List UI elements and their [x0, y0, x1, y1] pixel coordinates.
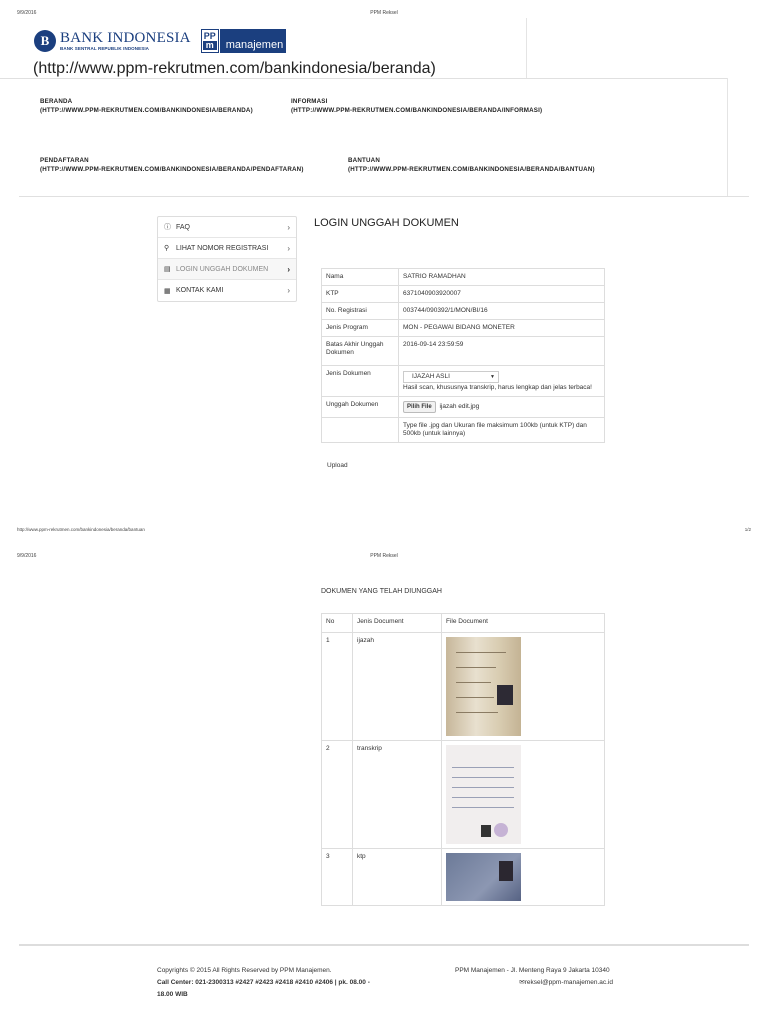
print-date: 9/9/2016: [17, 10, 37, 16]
footer-divider: [19, 944, 749, 946]
sidebar-item-label: LIHAT NOMOR REGISTRASI: [176, 244, 269, 252]
table-row: [322, 303, 605, 320]
footer-left: [157, 965, 387, 1001]
table-row: [322, 337, 605, 366]
field-label: Jenis Program: [322, 320, 399, 337]
contact-icon: ▦: [164, 287, 171, 295]
document-type: ijazah: [353, 633, 442, 741]
table-row: [322, 633, 605, 741]
row-number: 1: [322, 633, 353, 741]
print-footer-url: http://www.ppm-rekrutmen.com/bankindonesia/beranda/bantuan: [17, 527, 145, 532]
column-header: Jenis Document: [353, 614, 442, 633]
sidebar-item-label: FAQ: [176, 223, 191, 231]
sidebar: [157, 216, 297, 302]
table-row: [322, 741, 605, 849]
field-label: Jenis Dokumen: [322, 366, 399, 397]
uploaded-docs-table: [321, 613, 605, 906]
upload-icon: ▤: [164, 266, 171, 273]
jenis-dokumen-select[interactable]: IJAZAH ASLI ▼: [403, 371, 499, 383]
chevron-right-icon: ›: [287, 222, 290, 232]
field-value: 6371040903920007: [399, 286, 605, 303]
chevron-right-icon: ›: [287, 286, 290, 295]
sidebar-item-label: LOGIN UNGGAH DOKUMEN: [176, 265, 269, 273]
copyright: Copyrights © 2015 All Rights Reserved by PPM Manajemen.: [157, 967, 332, 974]
field-label: No. Registrasi: [322, 303, 399, 320]
home-link[interactable]: (http://www.ppm-rekrutmen.com/bankindonesia/beranda): [33, 60, 436, 77]
print-page-number: 1/2: [744, 527, 751, 532]
field-label: Unggah Dokumen: [322, 397, 399, 418]
bank-indonesia-seal-icon: B: [34, 30, 56, 52]
field-value: MON - PEGAWAI BIDANG MONETER: [399, 320, 605, 337]
table-row: [322, 397, 605, 418]
document-type: transkrip: [353, 741, 442, 849]
row-number: 2: [322, 741, 353, 849]
field-label: Nama: [322, 269, 399, 286]
file-name: ijazah edit.jpg: [439, 403, 480, 410]
bi-subtitle: BANK SENTRAL REPUBLIK INDONESIA: [60, 46, 150, 51]
uploaded-docs-title: DOKUMEN YANG TELAH DIUNGGAH: [321, 588, 442, 595]
field-value: 2016-09-14 23:59:59: [399, 337, 605, 366]
call-center: Call Center: 021-2300313 #2427 #2423 #2418 #2410 #2406 | pk. 08.00 - 18.00 WIB: [157, 979, 370, 998]
ktp-thumbnail[interactable]: [446, 853, 521, 901]
table-header-row: [322, 614, 605, 633]
field-value: SATRIO RAMADHAN: [399, 269, 605, 286]
column-header: File Document: [442, 614, 605, 633]
caret-down-icon: ▼: [490, 374, 495, 380]
print-title: PPM Reksel: [370, 10, 398, 16]
sidebar-item-label: KONTAK KAMI: [176, 287, 224, 294]
table-row: [322, 286, 605, 303]
nav-bantuan[interactable]: BANTUAN (HTTP://WWW.PPM-REKRUTMEN.COM/BANKINDONESIA/BERANDA/BANTUAN): [348, 157, 595, 173]
document-type: ktp: [353, 849, 442, 906]
table-row: [322, 849, 605, 906]
choose-file-button[interactable]: Pilih File: [403, 401, 436, 413]
ppm-mark-icon: PP m: [201, 29, 219, 53]
divider: [0, 78, 727, 79]
ppm-logo: [201, 29, 286, 53]
ppm-name: manajemen: [220, 29, 286, 53]
email-link[interactable]: ✉reksel@ppm-manajemen.ac.id: [519, 979, 613, 986]
column-header: No: [322, 614, 353, 633]
table-row: [322, 269, 605, 286]
divider: [727, 78, 728, 196]
ijazah-thumbnail[interactable]: [446, 637, 521, 736]
table-row: [322, 320, 605, 337]
print-date: 9/9/2016: [17, 553, 37, 559]
logo[interactable]: [34, 28, 286, 54]
field-label: Batas Akhir Unggah Dokumen: [322, 337, 399, 366]
divider: [526, 18, 527, 78]
table-row: [322, 418, 605, 443]
upload-button[interactable]: Upload: [327, 462, 348, 469]
chevron-right-icon: ›: [287, 243, 290, 253]
nav-beranda[interactable]: BERANDA (HTTP://WWW.PPM-REKRUTMEN.COM/BANKINDONESIA/BERANDA): [40, 98, 253, 114]
field-value: 003744/090392/1/MON/BI/16: [399, 303, 605, 320]
sidebar-item-faq[interactable]: [158, 217, 296, 238]
file-note: Type file .jpg dan Ukuran file maksimum 100kb (untuk KTP) dan 500kb (untuk lainnya): [399, 418, 605, 443]
print-title: PPM Reksel: [370, 553, 398, 559]
footer-right: [455, 965, 613, 989]
field-label: KTP: [322, 286, 399, 303]
row-number: 3: [322, 849, 353, 906]
chevron-right-icon: ›: [287, 264, 290, 274]
nav-pendaftaran[interactable]: PENDAFTARAN (HTTP://WWW.PPM-REKRUTMEN.COM/BANKINDONESIA/BERANDA/PENDAFTARAN): [40, 157, 304, 173]
sidebar-item-login-unggah[interactable]: [158, 259, 296, 280]
page-title: LOGIN UNGGAH DOKUMEN: [314, 217, 459, 229]
sidebar-item-kontak[interactable]: [158, 280, 296, 301]
registration-table: [321, 268, 605, 443]
address: PPM Manajemen - Jl. Menteng Raya 9 Jakarta 10340: [455, 967, 610, 974]
search-icon: ⚲: [164, 245, 170, 252]
divider: [19, 196, 749, 197]
table-row: [322, 366, 605, 397]
sidebar-item-lihat-nomor[interactable]: [158, 238, 296, 259]
bi-name: BANK INDONESIA: [60, 30, 191, 46]
jenis-dokumen-note: Hasil scan, khususnya transkrip, harus lengkap dan jelas terbaca!: [403, 384, 592, 391]
nav-informasi[interactable]: INFORMASI (HTTP://WWW.PPM-REKRUTMEN.COM/BANKINDONESIA/BERANDA/INFORMASI): [291, 98, 543, 114]
transkrip-thumbnail[interactable]: [446, 745, 521, 844]
question-icon: ⓘ: [164, 224, 171, 231]
